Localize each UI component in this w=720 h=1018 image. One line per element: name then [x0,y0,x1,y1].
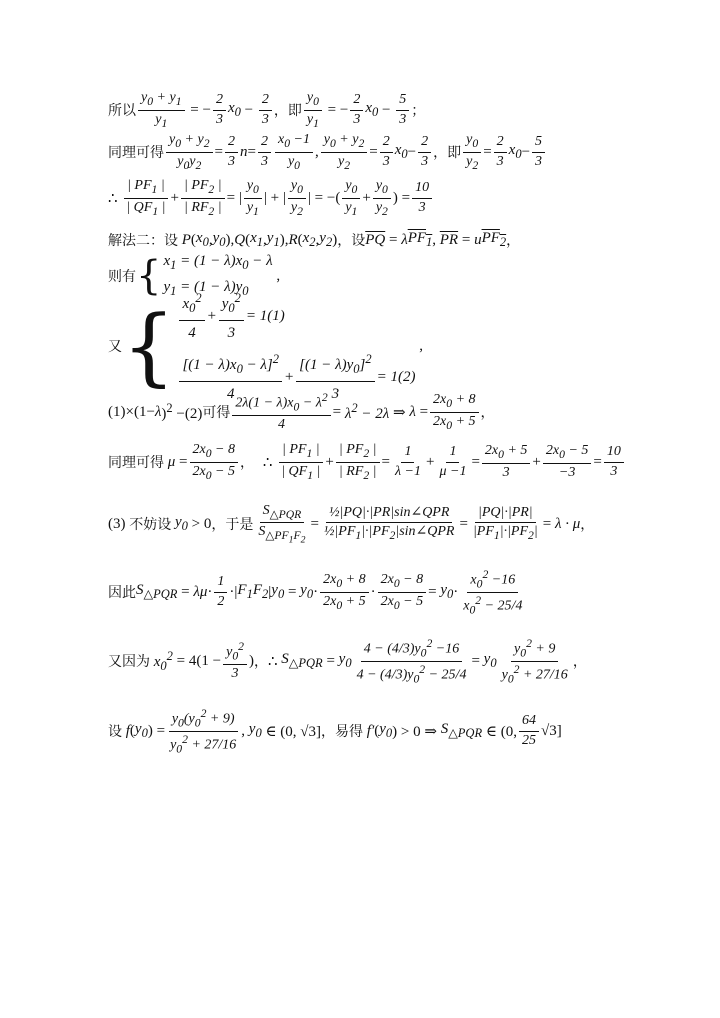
solution-line-8: 同理可得 μ = $\frac{2x_0 - 8}{2x_0 - 5}$ ， ∴ $\frac{| PF_1 |}{| QF_1 |}$ + $\frac{| PF_2 |}{| RF_2 |}$ = $\frac{1}{\lambda -1}$ + $\frac{1}{\mu -1}$ = $\frac{2x_0 + 5}{3}$ + $\frac{2x_0 - 5}{-3}$ = $\frac{10}{3}$ [108,440,680,484]
solution-line-1: 所以 $\frac{y_0 + y_1}{y_1}$ = − $\frac{2}{3}$ $x_0$ − $\frac{2}{3}$ ，即 $\frac{y_0}{y_1}$ = − $\frac{2}{3}$ $x_0$ − $\frac{5}{3}$ ； [108,90,426,130]
solution-line-4: 解法二：设 P ( $x_0$ , $y_0$ ), Q ( $x_1$ , $y_1$ ), R ( $x_2$ , $y_2$ ) ，设 $\overline{PQ}$ = λ $PF_1$ , $\overline{PR}$ = u $PF_2$ ， [108,230,521,249]
solution-line-7: (1)×(1− λ )$^2$ −(2) 可得 $\frac{2\lambda(1 - \lambda)x_0 - \lambda^2}{4}$ = $\lambda^2 - 2\lambda$ ⇒ λ = $\frac{2x_0 + 8}{2x_0 + 5}$ ， [108,391,495,432]
solution-line-5: 则有 { $x_1 = (1 - \lambda)x_0 - \lambda$ $y_1 = (1 - \lambda)y_0$ , [108,253,281,299]
solution-line-9: (3) 不妨设 $y_0$ > 0 ，于是 $\frac{S_{\triangle PQR}}{S_{\triangle PF_1F_2}}$ = $\frac{\text{½|PQ|·|PR|sin∠QPR}}{\frac{1}{2}|PF_1|\cdot|PF_2|\sin\angle QPR}$ = $\frac{|PQ|\cdot|PR|}{|PF_1|\cdot|PF_2|}$ = λ · μ ， [108,502,595,546]
solution-line-3: ∴ $\frac{| PF_1 |}{| QF_1 |}$ + $\frac{| PF_2 |}{| RF_2 |}$ = | $\frac{y_0}{y_1}$ | + | $\frac{y_0}{y_2}$ | = −( $\frac{y_0}{y_1}$ + $\frac{y_0}{y_2}$ ) = $\frac{10}{3}$ [108,176,680,220]
solution-line-10: 因此 $S_{\triangle PQR}$ = λμ · $\frac{1}{2}$ ·| $F_1F_2$ | $y_0$ = $y_0$ · $\frac{2x_0 + 8}{2x_0 + 5}$ · $\frac{2x_0 - 8}{2x_0 - 5}$ = $y_0$ · $\frac{x_0^2 -16}{x_0^2 - 25/4}$ [108,567,523,616]
solution-line-12: 设 f ( $y_0$ ) = $\frac{y_0(y_0^2 + 9)}{y_0^2 + 27/16}$ , $y_0$ ∈ (0, √3] ，易得 f′ ( $y_0$ ) > 0 ⇒ $S_{\triangle PQR}$ ∈ (0, $\frac{64}{25}$ √3] [108,706,562,755]
solution-line-6: 又 { $\frac{x_0^2}{4}$ + $\frac{y_0^2}{3}$ = 1(1) $\frac{[(1 - \lambda)x_0 - \lambda]^2}{4}$ + $\frac{[(1 - \lambda)y_0]^2}{3}$ = 1(2) , [108,300,680,392]
solution-line-11: 又因为 $x_0^2$ = 4(1 − $\frac{y_0^2}{3}$ ) ， ∴ $S_{\triangle PQR}$ = $y_0$ $\frac{4 - (4/3)y_0^2 -16}{4 - (4/3)y_0^2 - 25/4}$ = $y_0$ $\frac{y_0^2 + 9}{y_0^2 + 27/16}$ ， [108,636,587,685]
solution-line-2: 同理可得 $\frac{y_0 + y_2}{y_0y_2}$ = $\frac{2}{3}$ n = $\frac{2}{3}$ $\frac{x_0 -1}{y_0}$ , $\frac{y_0 + y_2}{y_2}$ = $\frac{2}{3}$ $x_0$ − $\frac{2}{3}$ ，即 $\frac{y_0}{y_2}$ = $\frac{2}{3}$ $x_0$ − $\frac{5}{3}$ [108,132,680,172]
